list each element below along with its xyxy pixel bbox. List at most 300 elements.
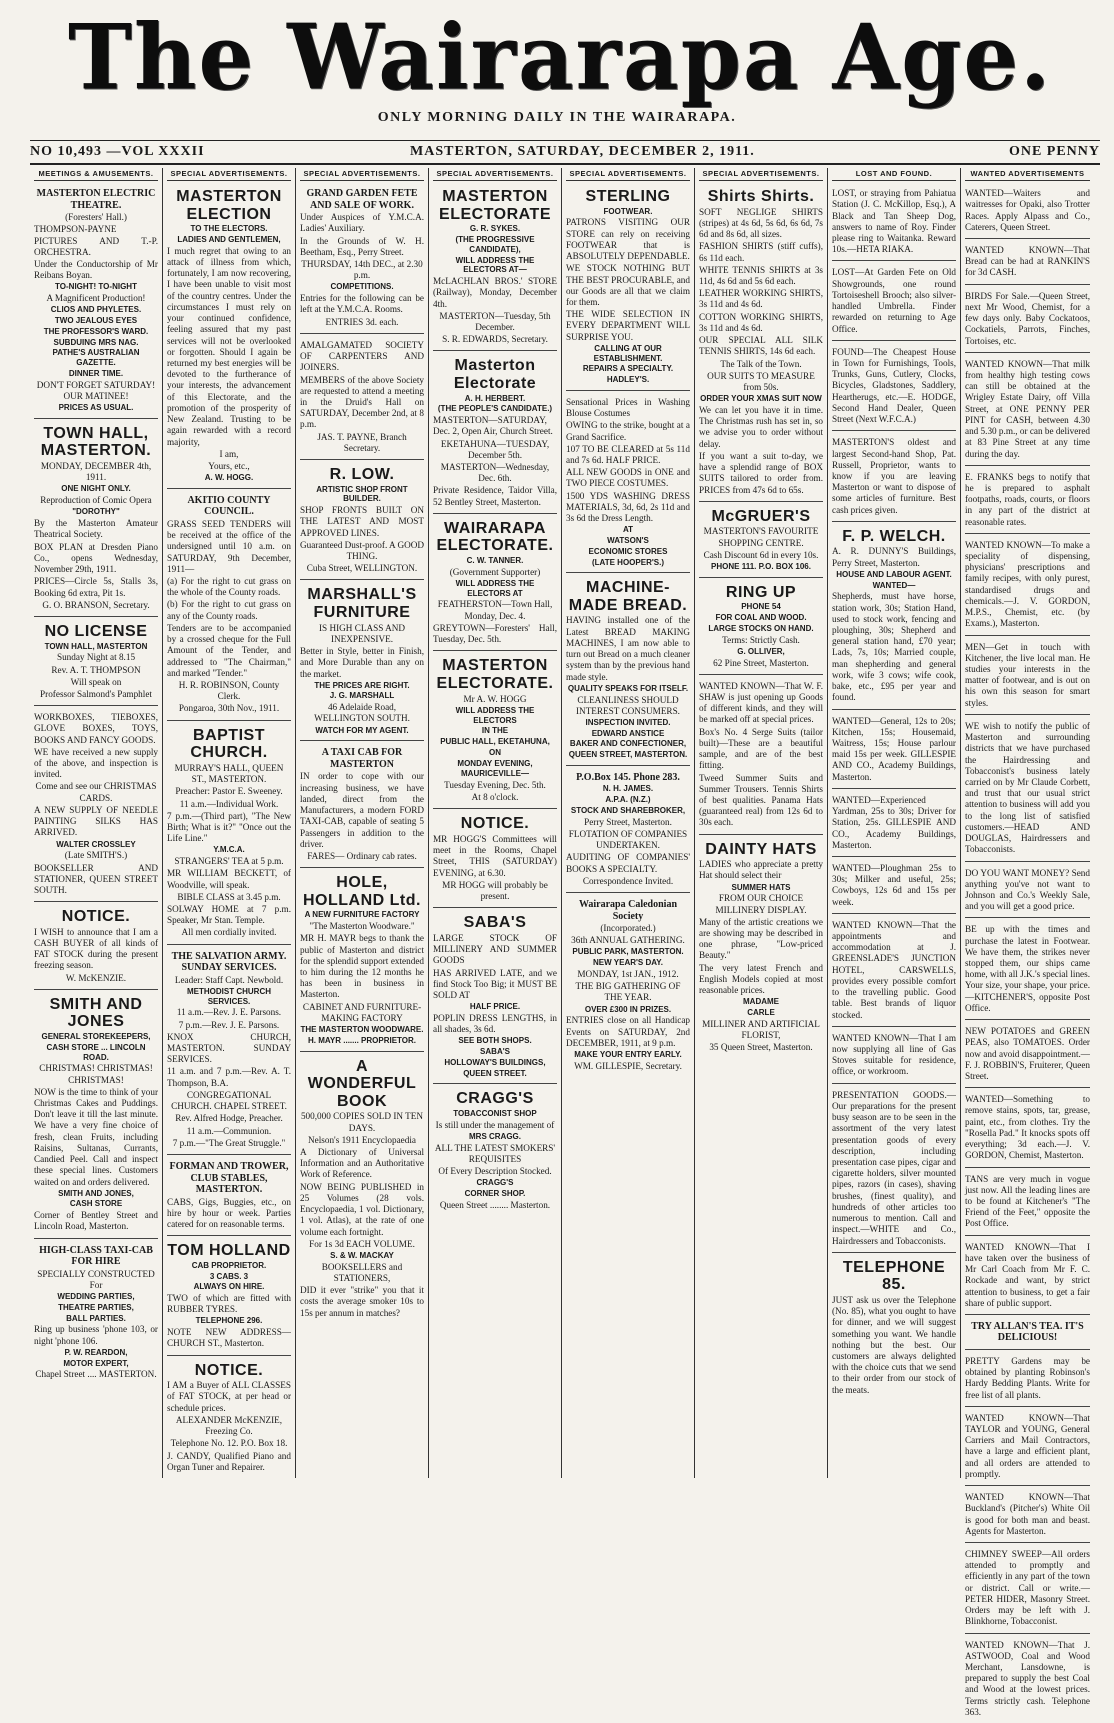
ad-text: Of Every Description Stocked. (438, 1166, 552, 1177)
ad-text: IN order to cope with our increasing business, we have landed, direct from the Manufacturers, a modern FORD TAXI-CAB, capable of seating 5 Passengers in addition to the driver. (300, 771, 424, 849)
advertisement (965, 864, 1090, 919)
ad-heading: GRAND GARDEN FETE AND SALE OF WORK. (306, 188, 418, 211)
ad-text: W. McKENZIE. (65, 972, 127, 983)
ad-text: KNOX CHURCH, MASTERTON. SUNDAY SERVICES. (167, 1031, 291, 1065)
ad-text: JUST ask us over the Telephone (No. 85), what you ought to have for dinner, and we will suggest something you want. We handle nothing but the best. Our customers are always delighted with the choice cuts that we send to their order from our stock of the meats. (832, 1294, 956, 1395)
ad-text: For 1s 3d EACH VOLUME. (309, 1238, 415, 1249)
advertisement (167, 947, 291, 1155)
ad-text: DID it ever "strike" you that it costs the average smoker 10s to 15s per annum in matches? (300, 1285, 424, 1318)
ad-text: CARLE (747, 1008, 775, 1018)
ad-text: CABINET AND FURNITURE-MAKING FACTORY (302, 1001, 422, 1023)
ad-text: G. OLLIVER, (737, 646, 785, 656)
ad-text: OUR SPECIAL ALL SILK TENNIS SHIRTS, 14s 6d each. (699, 335, 823, 357)
ad-text: Tweed Summer Suits and Summer Trousers. Tennis Shirts of best qualities. Panama Hats (guaranteed real) from 12s 6d to 30s each. (699, 772, 823, 828)
ad-text: Box's No. 4 Serge Suits (tailor built)—These are a beautiful sample, and are of the best fitting. (699, 726, 823, 771)
ad-text: THE BIG GATHERING OF THE YEAR. (575, 981, 681, 1003)
ad-text: NOW BEING PUBLISHED in 25 Volumes (28 vols. Encyclopaedia, 1 vol. Dictionary, 1 vol. Atlas), at the rate of one volume each fortnight. (300, 1181, 424, 1237)
ad-text: FEATHERSTON—Town Hall, Monday, Dec. 4. (437, 599, 553, 621)
ad-text: BIBLE CLASS at 3.45 p.m. (177, 891, 281, 902)
ad-text: PRICES—Circle 5s, Stalls 3s, Booking 6d extra, Pit 1s. (34, 576, 158, 598)
ad-text: (a) For the right to cut grass on the whole of the County roads. (167, 576, 291, 598)
ad-heading: FOUND—The Cheapest House in Town for Furnishings, Tools, Trunks, Guns, Cutlery, Clocks, Bicycles, Gladstones, Saddlery, Heartherugs, etc.—E. HODGE, Second Hand Dealer, Queen Street (Next W.F.C.A.) (832, 346, 956, 425)
ad-heading: MASTERTON ELECTRIC THEATRE. (36, 188, 156, 211)
advertisement (167, 1157, 291, 1236)
ad-heading: PRESENTATION GOODS.—Our preparations for the present busy season are to be seen in the assortment of the very latest presentation goods of every description, including presentation case pipes, cigar and cigarette holders, silver mounted pipes, razors (in cases), shaving brushes, (finest quality), and hundreds of other articles too numerous to mention. Call and inspect.—WHITE and Co., Hairdressers and Tobacconists. (832, 1089, 956, 1246)
ad-text: CALLING AT OUR ESTABLISHMENT. (593, 343, 663, 363)
ad-text: HOLLOWAY'S BUILDINGS, (444, 1057, 546, 1067)
ad-text: MAURICEVILLE— (461, 769, 529, 779)
column-6 (695, 168, 828, 1478)
ad-text: Guaranteed Dust-proof. A GOOD THING. (300, 539, 425, 562)
advertisement (832, 859, 956, 914)
newspaper-title: The Wairarapa Age. (67, 4, 1053, 111)
ad-text: MR WILLIAM BECKETT, of Woodville, will speak. (167, 868, 291, 890)
ad-text: SOLWAY HOME at 7 p.m. Speaker, Mr Stan. Temple. (167, 904, 291, 926)
ad-text: TO THE ELECTORS. (190, 224, 268, 234)
ad-text: MONDAY, 1st JAN., 1912. (577, 968, 679, 979)
advertisement (832, 343, 956, 432)
ad-text: THE WIDE SELECTION IN EVERY DEPARTMENT WILL SURPRISE YOU. (566, 309, 690, 342)
ad-text: A NEW FURNITURE FACTORY (304, 910, 420, 920)
advertisement (699, 184, 823, 502)
ad-text: NOTE NEW ADDRESS— CHURCH ST., Masterton. (167, 1327, 291, 1349)
ad-text: INSPECTION INVITED. (585, 717, 671, 727)
ad-text: I am, (219, 448, 239, 459)
ad-heading: Masterton Electorate (453, 357, 537, 392)
ad-text: 3 CABS. 3 (209, 1271, 249, 1281)
advertisement (832, 791, 956, 857)
ad-text: QUALITY SPEAKS FOR ITSELF. (567, 683, 689, 693)
ad-text: GENERAL STOREKEEPERS, (41, 1032, 151, 1042)
ad-text: (Late SMITH'S.) (64, 850, 128, 861)
advertisement (300, 184, 424, 334)
ad-text: THEATRE PARTIES, (58, 1302, 134, 1312)
advertisement (433, 184, 557, 351)
advertisement (832, 916, 956, 1027)
ad-text: 35 Queen Street, Masterton. (709, 1042, 813, 1053)
ad-text: A.P.A. (N.Z.) (605, 795, 651, 805)
ad-text: A Dictionary of Universal Information and an Authoritative Work of Reference. (300, 1147, 424, 1180)
ad-text: MEMBERS of the above Society are requested to attend a meeting in the Druid's Hall on SATURDAY, December 2nd, at 8 p.m. (300, 374, 424, 430)
ad-text: We can let you have it in time. The Christmas rush has set in, so we advise you to order without delay. (699, 404, 823, 449)
advertisement (433, 910, 557, 1084)
ad-text: WM. GILLESPIE, Secretary. (574, 1060, 682, 1071)
advertisement (433, 653, 557, 809)
ad-text: STOCK AND SHAREBROKER, (570, 805, 686, 815)
ad-text: Queen Street ........ Masterton. (439, 1199, 551, 1210)
ad-heading: MASTERTON'S oldest and largest Second-hand Shop, Pat. Russell, Proprietor, wants to know if you are leaving Masterton or want to dispose of some articles of furniture. Best cash prices given. (832, 437, 956, 515)
ad-text: PATHE'S AUSTRALIAN GAZETTE. (52, 348, 140, 368)
ad-text: TO-NIGHT! TO-NIGHT (55, 282, 137, 292)
ad-heading: WANTED KNOWN—That Bread can be had at RANKIN'S for 3d CASH. (965, 245, 1090, 278)
ad-text: CABS, Gigs, Buggies, etc., on hire by hour or week. Parties catered for on reasonable terms. (167, 1196, 291, 1229)
ad-text: WE STOCK NOTHING BUT THE BEST PROCURABLE, and our Goods are all that we claim for them. (566, 263, 690, 308)
ad-text: I WISH to announce that I am a CASH BUYER of all kinds of FAT STOCK during the present freezing season. (34, 926, 158, 971)
ad-heading: WANTED—General, 12s to 20s; Kitchen, 15s; Housemaid, Waitress, 15s; House parlour maid 15s per week. GILLESPIE AND CO., Academy Buildings, Masterton. (832, 715, 956, 782)
advertisement (34, 421, 158, 617)
advertisement (832, 712, 956, 789)
ad-text: H. MAYR ....... PROPRIETOR. (307, 1035, 417, 1045)
ad-text: Will speak on (70, 676, 122, 687)
ad-text: I AM a Buyer of ALL CLASSES of FAT STOCK, at per head or schedule prices. (167, 1380, 291, 1413)
ad-heading: TELEPHONE 85. (842, 1258, 946, 1294)
ad-text: Pongaroa, 30th Nov., 1911. (178, 703, 280, 714)
ad-text: 7 p.m.—Rev. J. E. Parsons. (178, 1019, 280, 1030)
ad-text: C. W. TANNER. (466, 556, 524, 566)
ad-text: METHODIST CHURCH SERVICES. (187, 986, 271, 1006)
ad-text: "The Masterton Woodware." (309, 921, 415, 932)
ad-text: MURRAY'S HALL, QUEEN ST., MASTERTON. (174, 762, 284, 785)
ad-text: EDWARD ANSTICE (591, 728, 665, 738)
advertisement (300, 870, 424, 1051)
ad-heading: E. FRANKS begs to notify that he is prepared to asphalt footpaths, roads, courts, or floors in any part of the district at reasonable rates. (965, 471, 1090, 527)
ad-text: COMPETITIONS. (330, 282, 394, 292)
ad-text: ORDER YOUR XMAS SUIT NOW (700, 394, 822, 404)
ad-heading: THE SALVATION ARMY. SUNDAY SERVICES. (171, 950, 287, 974)
ad-heading: WANTED KNOWN—That W. F. SHAW is just opening up Goods of different kinds, and they will be marked off at special prices. (699, 680, 823, 725)
advertisement (965, 184, 1090, 239)
ad-text: BOX PLAN at Dresden Piano Co., opens Wednesday, November 29th, 1911. (34, 541, 158, 575)
ad-heading: A TAXI CAB FOR MASTERTON (321, 747, 403, 770)
ad-text: 7 p.m.—"The Great Struggle." (172, 1137, 286, 1148)
ad-text: HOUSE AND LABOUR AGENT. (836, 569, 952, 579)
ad-text: AUDITING OF COMPANIES' BOOKS A SPECIALTY. (566, 852, 690, 874)
ad-text: BALL PARTIES. (66, 1313, 126, 1323)
ad-text: IN THE (481, 726, 509, 736)
advertisement (566, 184, 690, 391)
ad-heading: MASTERTON ELECTORATE. (436, 657, 554, 692)
ad-text: (Foresters' Hall.) (65, 212, 127, 223)
ad-text: LADIES AND GENTLEMEN, (177, 235, 281, 245)
ad-heading: F. P. WELCH. (842, 527, 946, 545)
ad-heading: CHIMNEY SWEEP—All orders attended to promptly and efficiently in any part of the town or district. Call or write.—PETER HIDER, Masonry Street. Orders may be left with J. Blinkhorne, Tobacconist. (965, 1549, 1090, 1627)
ad-heading: TOM HOLLAND (167, 1242, 291, 1260)
ad-heading: DAINTY HATS (705, 840, 817, 858)
ad-text: AT (622, 525, 634, 535)
column-heading: SPECIAL ADVERTISEMENTS. (167, 168, 291, 181)
ad-text: THE PRICES ARE RIGHT. (314, 680, 410, 690)
ad-text: POPLIN DRESS LENGTHS, in all shades, 3s 6d. (433, 1013, 557, 1035)
column-4 (429, 168, 562, 1478)
ad-text: CHRISTMAS! CHRISTMAS! CHRISTMAS! (39, 1063, 153, 1085)
ad-text: BOOKSELLER AND STATIONER, QUEEN STREET SOUTH. (34, 862, 158, 895)
advertisement (167, 1238, 291, 1355)
advertisement (832, 184, 956, 261)
advertisement (832, 1255, 956, 1401)
advertisement (965, 1352, 1090, 1407)
ad-heading: NOTICE. (194, 1361, 264, 1379)
ad-heading: MASTERTON ELECTION (176, 188, 282, 223)
ad-text: Ring up business 'phone 103, or night 'phone 106. (34, 1324, 158, 1346)
column-heading: WANTED ADVERTISEMENTS (965, 168, 1090, 181)
ad-text: WALTER CROSSLEY (56, 839, 136, 849)
ad-heading: SMITH AND JONES (49, 995, 143, 1031)
ad-text: At 8 o'clock. (471, 792, 519, 803)
ad-text: Cash Discount 6d in every 10s. (703, 549, 819, 560)
ad-text: Yours, etc., (208, 460, 250, 471)
ad-text: In the Grounds of W. H. Beetham, Esq., Perry Street. (300, 235, 424, 257)
ad-text: Is still under the management of (435, 1119, 555, 1130)
ad-text: ENTRIES close on all Handicap Events on SATURDAY, 2nd DECEMBER, 1911, at 9 p.m. (566, 1015, 690, 1048)
ad-text: "DOROTHY" (72, 507, 120, 517)
advertisement (300, 743, 424, 868)
ad-text: WILL ADDRESS THE ELECTORS (455, 705, 535, 725)
ad-text: WHITE TENNIS SHIRTS at 3s 11d, 4s 6d and 5s 6d each. (699, 264, 823, 287)
ad-text: A Magnificent Production! (46, 293, 146, 304)
ad-text: ALL NEW GOODS in ONE and TWO PIECE COSTUMES. (566, 467, 690, 489)
ad-heading: WANTED—Experienced Yardman, 25s to 30s; Driver for Station, 25s. GILLESPIE AND CO., Academy Buildings, Masterton. (832, 794, 956, 850)
ad-text: TOBACCONIST SHOP (453, 1109, 537, 1119)
ad-text: OWING to the strike, bought at a Grand Sacrifice. (566, 420, 690, 442)
ad-text: GREYTOWN—Foresters' Hall, Tuesday, Dec. 5th. (433, 622, 557, 645)
ad-text: The Talk of the Town. (720, 358, 802, 369)
ad-text: ARTISTIC SHOP FRONT BUILDER. (316, 484, 408, 504)
column-heading: LOST AND FOUND. (832, 168, 956, 181)
ad-text: MRS CRAGG. (469, 1132, 521, 1142)
ad-text: (LATE HOOPER'S.) (592, 557, 664, 567)
ad-text: BOOKSELLERS and STATIONERS, (321, 1261, 403, 1283)
ad-text: 11 a.m.—Individual Work. (179, 798, 279, 809)
advertisement (965, 536, 1090, 636)
column-heading: SPECIAL ADVERTISEMENTS. (300, 168, 424, 181)
column-8 (961, 168, 1094, 1717)
columns (30, 168, 1104, 1717)
ad-text: HAVING installed one of the Latest BREAD MAKING MACHINES, I am now able to turn out Bread on a much cleaner system than by the previous hand made style. (566, 615, 690, 682)
ad-text: WATSON'S (607, 536, 649, 546)
advertisement (965, 241, 1090, 285)
ad-text: FOR COAL AND WOOD. (715, 613, 807, 623)
ad-text: WEDDING PARTIES, (57, 1292, 135, 1302)
ad-heading: Sensational Prices in Washing Blouse Costumes (566, 396, 690, 419)
ad-text: MASTERTON—Wednesday, Dec. 6th. (440, 461, 550, 484)
ad-text: SUMMER HATS (731, 882, 791, 892)
ad-text: Entries for the following can be left at the Y.M.C.A. Rooms. (300, 293, 424, 315)
ad-text: Under Auspices of Y.M.C.A. Ladies' Auxiliary. (300, 212, 424, 234)
ad-text: WATCH FOR MY AGENT. (315, 725, 409, 735)
ad-text: OUR SUITS TO MEASURE from 50s. (707, 370, 815, 393)
ad-heading: TRY ALLAN'S TEA. IT'S DELICIOUS! (971, 1320, 1084, 1344)
ad-text: FARES— Ordinary cab rates. (307, 850, 417, 861)
ad-text: McLACHLAN BROS.' STORE (Railway), Monday, December 4th. (433, 276, 557, 309)
advertisement (699, 837, 823, 1059)
dateline: MASTERTON, SATURDAY, DECEMBER 2, 1911. (410, 144, 755, 159)
column-7 (828, 168, 961, 1478)
ad-text: Better in Style, better in Finish, and More Durable than any on the market. (300, 646, 424, 679)
advertisement (965, 1022, 1090, 1088)
ad-text: H. R. ROBINSON, County Clerk. (178, 680, 280, 702)
column-heading: SPECIAL ADVERTISEMENTS. (433, 168, 557, 181)
advertisement (300, 1054, 424, 1324)
ad-text: PUBLIC HALL, EKETAHUNA, (440, 737, 550, 747)
ad-heading: BIRDS For Sale.—Queen Street, next Mr Wood, Chemist, for a few days only. Baby Cockatoos, Cockatiels, Parrots, Finches, Tortoises, etc. (965, 290, 1090, 346)
ad-heading: WANTED KNOWN—That milk from healthy high testing cows can still be obtained at the Wrigley Estate Dairy, off Villa Street, at ONE PENNY PER PINT for CASH, between 4.30 and 5.30 p.m., or can be delivered at 83 Pine Street at any time during the day. (965, 358, 1091, 459)
ad-text: Shepherds, must have horse, station work, 30s; Station Hand, used to stock work, fencing and ploughing, 30s; Shepherd and general station hand, £70 year; Lads, 7s, 10s; Married couple, man shepherding and general work, wife 3 cows; wife cook, bake, etc., £95 per year and found. (832, 591, 956, 703)
ad-text: Many of the artistic creations we are showing may be described in one phrase, "Low-priced Beauty." (699, 916, 823, 961)
ad-text: Cuba Street, WELLINGTON. (306, 563, 418, 574)
ad-heading: MASTERTON ELECTORATE (439, 188, 551, 223)
advertisement (34, 992, 158, 1239)
ad-heading: WANTED KNOWN—That Buckland's (Pitcher's) White Oil is good for both man and beast. Agents for Masterton. (965, 1492, 1090, 1536)
advertisement (832, 433, 956, 522)
ad-text: If you want a suit to-day, we have a splendid range of BOX SUITS tailored to order from. PRICES from 47s 6d to 65s. (699, 450, 823, 495)
ad-heading: STERLING (585, 188, 671, 206)
ad-text: THURSDAY, 14th DEC., at 2.30 p.m. (301, 259, 423, 281)
ad-heading: P.O.Box 145. Phone 283. (576, 771, 680, 783)
ad-text: 46 Adelaide Road, WELLINGTON SOUTH. (314, 702, 410, 724)
ad-text: PATRONS VISITING OUR STORE can rely on receiving FOOTWEAR that is ABSOLUTELY DEPENDABLE. (566, 217, 690, 262)
ad-text: Chapel Street .... MASTERTON. (35, 1369, 157, 1380)
ad-text: All men cordially invited. (181, 927, 277, 938)
ad-heading: NEW POTATOES and GREEN PEAS, also TOMATOES. Order now and avoid disappointment.—F. J. ROBBIN'S, Fruiterer, Queen Street. (965, 1026, 1090, 1082)
ad-text: MILLINER AND ARTIFICIAL FLORIST, (702, 1018, 820, 1041)
ad-text: Sunday Night at 8.15 (56, 652, 136, 663)
ad-heading: MEN—Get in touch with Kitchener, the live local man. He studies your interests in the matter of footwear, and is out on his own this season for smart styles. (965, 641, 1090, 708)
ad-text: 36th ANNUAL GATHERING. (571, 935, 685, 946)
ad-text: HAS ARRIVED LATE, and we find Stock Too Big; it MUST BE SOLD AT (433, 967, 557, 1001)
ad-text: HALF PRICE. (469, 1002, 521, 1012)
advertisement (965, 468, 1090, 534)
ad-text: By the Masterton Amateur Theatrical Society. (34, 518, 158, 540)
advertisement (832, 263, 956, 340)
price: ONE PENNY (1008, 144, 1100, 159)
advertisement (832, 1086, 956, 1253)
ad-text: Mr A. W. HOGG (463, 693, 527, 704)
ad-heading: WANTED—Waiters and waitresses for Opaki, also Trotter Races. Apply Alpass and Co., Caterers, Queen Street. (965, 188, 1090, 232)
ad-text: Tenders are to be accompanied by a crossed cheque for the Full Amount of the Tender, and addressed to "The Chairman," and marked "Tender." (167, 622, 291, 678)
ad-text: TOWN HALL, MASTERTON (44, 641, 148, 651)
ad-text: QUEEN STREET, MASTERTON. (568, 750, 688, 760)
ad-heading: MARSHALL'S FURNITURE (307, 586, 417, 622)
ad-text: LEATHER WORKING SHIRTS, 3s 11d and 4s 6d. (699, 288, 823, 310)
column-heading: SPECIAL ADVERTISEMENTS. (699, 168, 823, 181)
advertisement (433, 811, 557, 908)
advertisement (965, 638, 1090, 715)
ad-text: 1500 YDS WASHING DRESS MATERIALS, 3d, 6d, 2s 11d and 3s 6d the Dress Length. (566, 490, 690, 524)
ad-text: HADLEY'S. (606, 375, 650, 385)
advertisement (965, 355, 1090, 466)
ad-text: Correspondence Invited. (582, 875, 674, 886)
advertisement (965, 1317, 1090, 1350)
column-heading: MEETINGS & AMUSEMENTS. (34, 168, 158, 181)
ad-heading: Wairarapa Caledonian Society (578, 899, 678, 922)
ad-text: QUEEN STREET. (463, 1068, 527, 1078)
issue-number: NO 10,493 —VOL XXXII (30, 144, 205, 159)
ad-text: LARGE STOCKS ON HAND. (708, 623, 814, 633)
ad-heading: FORMAN AND TROWER, CLUB STABLES, MASTERTON. (169, 1161, 289, 1196)
ad-text: ALWAYS ON HIRE. (193, 1282, 265, 1292)
advertisement (34, 184, 158, 419)
ad-heading: WANTED KNOWN—That the appointments and accommodation at J. GREENSLADE'S JUNCTION HOTEL, CARSWELLS, provides every possible comfort to the travelling public. Good table. Best brands of liquor stocked. (832, 919, 956, 1020)
ad-text: CAB PROPRIETOR. (191, 1260, 267, 1270)
advertisement (965, 1170, 1090, 1236)
ad-text: MASTERTON'S FAVOURITE SHOPPING CENTRE. (703, 526, 819, 548)
column-1 (30, 168, 163, 1478)
ad-text: BAKER AND CONFECTIONER, (569, 739, 687, 749)
ad-heading: PRETTY Gardens may be obtained by planting Robinson's Hardy Bedding Plants. Write for free list of all plants. (965, 1355, 1090, 1400)
advertisement (300, 462, 424, 580)
ad-text: 62 Pine Street, Masterton. (713, 657, 809, 668)
ad-heading: WANTED KNOWN—That I have taken over the business of Mr Carl Coach from Mr F. C. Rockade and want, by strict attention to business, to get a fair share of public support. (965, 1241, 1090, 1308)
ad-heading: DO YOU WANT MONEY? Send anything you've not want to Johnson and Co.'s Weekly Sale, and you will get a good price. (965, 867, 1090, 912)
advertisement (965, 1409, 1090, 1486)
advertisement (34, 904, 158, 990)
ad-text: Rev. Alfred Hodge, Preacher. (175, 1113, 283, 1124)
ad-text: A. H. HERBERT. (464, 393, 526, 403)
advertisement (34, 1241, 158, 1386)
advertisement (34, 619, 158, 706)
ad-text: FASHION SHIRTS (stiff cuffs), 6s 11d each. (699, 241, 823, 263)
ad-text: SABA'S (480, 1047, 510, 1057)
ad-heading: HIGH-CLASS TAXI-CAB FOR HIRE (39, 1244, 153, 1268)
ad-text: OVER £300 IN PRIZES. (584, 1004, 672, 1014)
ad-heading: SABA'S (463, 914, 527, 932)
ad-heading: TANS are very much in vogue just now. All the leading lines are to be found at Kitchener's "The Friend of the Feet," opposite the Post Office. (965, 1173, 1090, 1229)
ad-text: FOOTWEAR. (603, 206, 653, 216)
ad-text: CLIOS AND PHYLETES. (50, 305, 142, 315)
ad-text: 11 a.m.—Communion. (186, 1125, 272, 1136)
column-5 (562, 168, 695, 1478)
ad-text: S. R. EDWARDS, Secretary. (442, 334, 548, 345)
ad-text: THOMPSON-PAYNE PICTURES AND T.-P. ORCHESTRA. (34, 224, 158, 257)
ad-heading: CRAGG'S (456, 1090, 534, 1108)
ad-text: THE PROFESSOR'S WARD. (43, 326, 149, 336)
ad-text: COTTON WORKING SHIRTS, 3s 11d and 4s 6d. (699, 311, 823, 333)
advertisement (566, 575, 690, 766)
ad-text: ENTRIES 3d. each. (325, 316, 399, 327)
advertisement (433, 353, 557, 513)
ad-text: DON'T FORGET SATURDAY! OUR MATINEE! (36, 379, 156, 401)
ad-heading: NOTICE. (61, 908, 131, 926)
ad-text: LARGE STOCK OF MILLINERY AND SUMMER GOODS (433, 932, 557, 966)
ad-heading: RING UP (725, 583, 797, 601)
advertisement (965, 1488, 1090, 1543)
ad-text: LADIES who appreciate a pretty Hat should select their (699, 859, 823, 881)
ad-text: Private Residence, Taidor Villa, 52 Bentley Street, Masterton. (433, 485, 557, 507)
column-3 (296, 168, 429, 1478)
ad-heading: AKITIO COUNTY COUNCIL. (187, 494, 271, 518)
ad-text: (THE PEOPLE'S CANDIDATE.) (437, 404, 553, 414)
ad-text: Come and see our CHRISTMAS CARDS. (35, 781, 157, 803)
ad-heading: BE up with the times and purchase the latest in Footwear. We have them, the strikes never stopped them, our ships came home, with all J.K.'s special lines. Your size, your shape, your price.—KITCHENER'S, opposite Post Office. (965, 924, 1090, 1013)
ad-heading: WORKBOXES, TIEBOXES, GLOVE BOXES, TOYS, BOOKS AND FANCY GOODS. (34, 712, 158, 745)
ad-text: TWO of which are fitted with RUBBER TYRES. (167, 1293, 291, 1315)
ad-text: (Government Supporter) (449, 566, 541, 577)
ad-text: JAS. T. PAYNE, Branch Secretary. (317, 431, 407, 453)
ad-heading: McGRUER'S (711, 507, 811, 525)
ad-text: PHONE 111. P.O. BOX 106. (711, 561, 811, 571)
advertisement (965, 1238, 1090, 1315)
ad-text: TELEPHONE 296. (195, 1316, 263, 1326)
ad-text: ALEXANDER McKENZIE, Freezing Co. (175, 1414, 283, 1437)
ad-text: WE have received a new supply of the above, and inspection is invited. (34, 746, 158, 780)
ad-text: NEW YEAR'S DAY. (593, 958, 663, 968)
ad-text: A NEW SUPPLY OF NEEDLE PAINTING SILKS HAS ARRIVED. (34, 804, 158, 838)
advertisement (300, 336, 424, 460)
ad-text: 11 a.m. and 7 p.m.—Rev. A. T. Thompson, B.A. (167, 1066, 291, 1088)
ad-text: 7 p.m.—(Third part), "The New Birth; What is it?" "Once out the Life Line." (167, 810, 291, 844)
ad-text: NOW is the time to think of your Christmas Cakes and Puddings. Don't leave it till the last minute. We have a very fine choice of fresh, clean Fruits, including Raisins, Sultanas, Currants, Candied Peel. Call and inspect these special lines. Customers waited on and orders delivered. (34, 1086, 158, 1187)
advertisement (167, 491, 291, 721)
ad-text: SMITH AND JONES, (58, 1188, 134, 1198)
advertisement (832, 1029, 956, 1084)
ad-heading: MACHINE-MADE BREAD. (568, 579, 688, 614)
ad-text: ALL THE LATEST SMOKERS' REQUISITES (434, 1142, 556, 1164)
ad-text: 500,000 COPIES SOLD IN TEN DAYS. (300, 1111, 424, 1133)
ad-text: MASTERTON—SATURDAY, Dec. 2, Open Air, Church Street. (433, 415, 553, 437)
advertisement (965, 1636, 1090, 1723)
ad-heading: BAPTIST CHURCH. (190, 726, 268, 762)
ad-text: CONGREGATIONAL CHURCH. CHAPEL STREET. (171, 1089, 287, 1112)
